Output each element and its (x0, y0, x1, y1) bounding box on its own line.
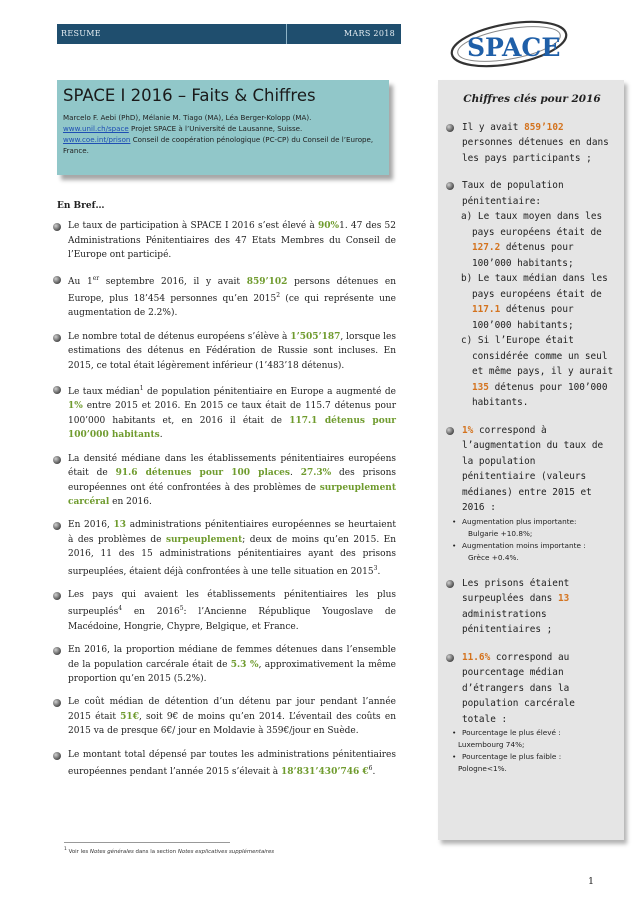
footnote: $^1$ Voir les Notes générales dans la section Notes explicatives supplémentaires (64, 847, 275, 855)
bullet-icon (53, 752, 61, 760)
list-item: Le coût médian de détention d’un détenu par jour pendant l’année 2015 était 51€, soit 9€ de moins qu’en 2014. L’éventail des coûts en 2015 va de presque 6€/ jour en Moldavie à 359€/jour en Suède. (57, 695, 396, 738)
list-item: Le taux médian$^1$ de population pénitentiaire en Europe a augmenté de 1% entre 2015 et 2016. En 2015 ce taux était de 115.7 détenus pour 100’000 habitants et, en 2016 il était de 117.1 détenus pour 100’000 habitants. (57, 382, 396, 443)
bullet-icon (446, 654, 454, 662)
key-figure-item: 1% correspond à l’augmentation du taux de la population pénitentiaire (valeurs médianes) entre 2015 et 2016 : • Augmentation plus importante: Bulgarie +10.8%; • Augmentation moins importante : Grèce +0.4%. (450, 423, 614, 564)
key-figures-title: Chiffres clés pour 2016 (463, 93, 601, 105)
bullet-icon (53, 592, 61, 600)
sub-bullet-value: Bulgarie +10.8%; (468, 528, 533, 538)
sub-bullet: • Augmentation plus importante: (450, 516, 614, 528)
bullet-icon (446, 427, 454, 435)
sub-bullet-value: Grèce +0.4%. (468, 552, 519, 562)
key-figure-item: 11.6% correspond au pourcentage médian d’étrangers dans la population carcérale totale : • Pourcentage le plus élevé : Luxembourg 74%; • Pourcentage le plus faible : Pologne<1%. (450, 650, 614, 776)
authors: Marcelo F. Aebi (PhD), Mélanie M. Tiago (MA), Léa Berger-Kolopp (MA). (63, 113, 312, 122)
key-figure-item: Taux de population pénitentiaire: a) Le taux moyen dans les pays européens était de 127.2 détenus pour 100’000 habitants; b) Le taux médian dans les pays européens était de 117.1 détenus pour 100’000 habitants; c) Si l’Europe était considérée comme un seul et même pays, il y aurait 135 détenus pour 100’000 habitants. (450, 178, 614, 411)
sub-bullet: • Pourcentage le plus élevé : (450, 727, 614, 739)
brief-heading: En Bref… (57, 201, 105, 211)
space-link[interactable]: www.unil.ch/space (63, 124, 129, 133)
summary-column (57, 199, 396, 788)
bullet-icon (446, 124, 454, 132)
bullet-icon (53, 223, 61, 231)
link-line-1: www.unil.ch/space Projet SPACE à l’Université de Lausanne, Suisse. (63, 124, 303, 133)
sub-item-c: c) Si l’Europe était considérée comme un seul et même pays, il y aurait 135 détenus pour 100’000 habitants. (461, 335, 614, 408)
bullet-icon (53, 276, 61, 284)
list-item: Au 1er septembre 2016, il y avait 859’102 persons détenues en Europe, plus 18’454 personnes qu’en 2015$^2$ (ce qui représente une augmentation de 2.2%). (57, 272, 396, 321)
header-left: RESUME (61, 29, 101, 38)
list-item: Les pays qui avaient les établissements pénitentiaires les plus surpeuplés$^4$ en 2016$^5$: l’Ancienne République Yougoslave de Macédoine, Hongrie, Chypre, Belgique, et France. (57, 588, 396, 634)
space-logo (447, 16, 571, 72)
sub-bullet-value: Pologne<1%. (458, 764, 507, 773)
key-figure-item: Les prisons étaient surpeuplées dans 13 administrations pénitentiaires ; (450, 576, 614, 638)
key-figures-box (438, 80, 624, 840)
header-right: MARS 2018 (343, 29, 395, 38)
header-divider (286, 24, 287, 44)
list-item: Le nombre total de détenus européens s’élève à 1’505’187, lorsque les estimations des détenus en Fédération de Russie sont incluses. En 2015, ce total était légèrement inférieur (1’483’18 détenus). (57, 330, 396, 373)
coe-link[interactable]: www.coe.int/prison (63, 135, 131, 144)
list-item: En 2016, la proportion médiane de femmes détenues dans l’ensemble de la population carcérale était de 5.3 %, approximativement la même proportion qu’en 2015 (5.2%). (57, 643, 396, 686)
bullet-icon (446, 580, 454, 588)
header-bar (57, 24, 401, 44)
bullet-icon (446, 182, 454, 190)
list-item: La densité médiane dans les établissements pénitentiaires européens était de 91.6 détenues pour 100 places. 27.3% des prisons européennes ont été confrontées à des problèmes de surpeuplement carcéral en 2016. (57, 452, 396, 510)
key-figure-item: Il y avait 859’102 personnes détenues en dans les pays participants ; (450, 120, 614, 167)
sub-bullet: • Pourcentage le plus faible : (450, 751, 614, 763)
page-number: 1 (588, 876, 595, 887)
bullet-icon (53, 647, 61, 655)
sub-item-a: a) Le taux moyen dans les pays européens était de 127.2 détenus pour 100’000 habitants; (461, 211, 603, 269)
link-line-2: www.coe.int/prison Conseil de coopération pénologique (PC-CP) du Conseil de l’Europe, France. (63, 135, 374, 155)
bullet-icon (53, 334, 61, 342)
title-box (57, 80, 389, 175)
logo-text: SPACE (467, 33, 561, 62)
sub-item-b: b) Le taux médian dans les pays européens était de 117.1 détenus pour 100’000 habitants; (461, 273, 608, 331)
list-item: En 2016, 13 administrations pénitentiaires européennes se heurtaient à des problèmes de surpeuplement; deux de moins qu’en 2015. En 2016, 11 des 15 administrations pénitentiaires ayant des prisons surpeuplées, étaient déjà confrontées à une telle situation en 2015$^3$. (57, 518, 396, 579)
list-item: Le montant total dépensé par toutes les administrations pénitentiaires européennes pendant l’année 2015 s’élevait à 18’831’430’746 €$^6$. (57, 748, 396, 780)
list-item: Le taux de participation à SPACE I 2016 s’est élevé à 90%1. 47 des 52 Administrations Pénitentiaires des 47 Etats Membres du Conseil de l’Europe ont participé. (57, 219, 396, 262)
sub-bullet: • Augmentation moins importante : (450, 540, 614, 552)
bullet-icon (53, 456, 61, 464)
footnote-divider (64, 842, 230, 843)
sub-bullet-value: Luxembourg 74%; (458, 740, 525, 749)
bullet-icon (53, 522, 61, 530)
bullet-icon (53, 386, 61, 394)
page-title: SPACE I 2016 – Faits & Chiffres (63, 86, 316, 105)
bullet-icon (53, 699, 61, 707)
